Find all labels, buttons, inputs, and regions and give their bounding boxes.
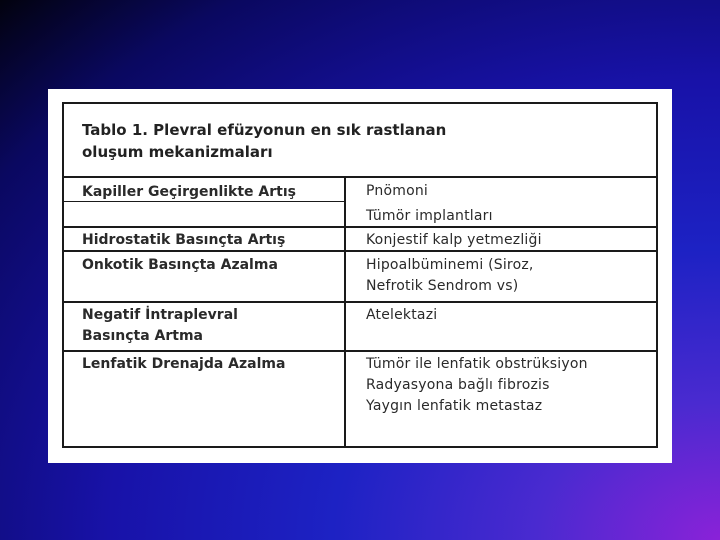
mechanism-text: Basınçta Artma	[82, 328, 203, 344]
cause-text: Hipoalbüminemi (Siroz,	[366, 257, 534, 273]
table-frame	[62, 102, 658, 448]
cause-text: Pnömoni	[366, 183, 429, 199]
mechanism-text: Hidrostatik Basınçta Artış	[82, 232, 286, 248]
mechanism-cell	[82, 230, 285, 251]
cause-text: Yaygın lenfatik metastaz	[366, 398, 543, 414]
cause-cell	[366, 255, 534, 297]
cause-text: Tümör implantları	[366, 208, 493, 224]
cause-cell	[366, 230, 542, 251]
cause-text: Atelektazi	[366, 307, 438, 323]
header-divider	[64, 176, 656, 178]
table-title	[82, 119, 642, 163]
column-divider	[344, 178, 346, 446]
cause-cell	[366, 354, 588, 417]
row-divider	[64, 301, 656, 303]
mechanism-cell	[82, 305, 238, 347]
table-image	[48, 89, 672, 463]
mechanism-text: Onkotik Basınçta Azalma	[82, 257, 278, 273]
cause-cell	[366, 181, 493, 227]
cause-text: Tümör ile lenfatik obstrüksiyon	[366, 356, 588, 372]
mechanism-cell	[82, 354, 285, 375]
table-title-line: oluşum mekanizmaları	[82, 143, 273, 161]
mechanism-cell	[82, 182, 296, 203]
mechanism-cell	[82, 255, 278, 276]
row-divider	[64, 350, 656, 352]
mechanism-text: Lenfatik Drenajda Azalma	[82, 356, 286, 372]
mechanism-text: Kapiller Geçirgenlikte Artış	[82, 184, 296, 200]
cause-text: Nefrotik Sendrom vs)	[366, 278, 519, 294]
cause-cell	[366, 305, 437, 326]
cause-text: Konjestif kalp yetmezliği	[366, 232, 542, 248]
row-divider	[64, 226, 656, 228]
table-title-line: Tablo 1. Plevral efüzyonun en sık rastlanan	[82, 121, 447, 139]
cause-text: Radyasyona bağlı fibrozis	[366, 377, 550, 393]
mechanism-text: Negatif İntraplevral	[82, 307, 238, 323]
